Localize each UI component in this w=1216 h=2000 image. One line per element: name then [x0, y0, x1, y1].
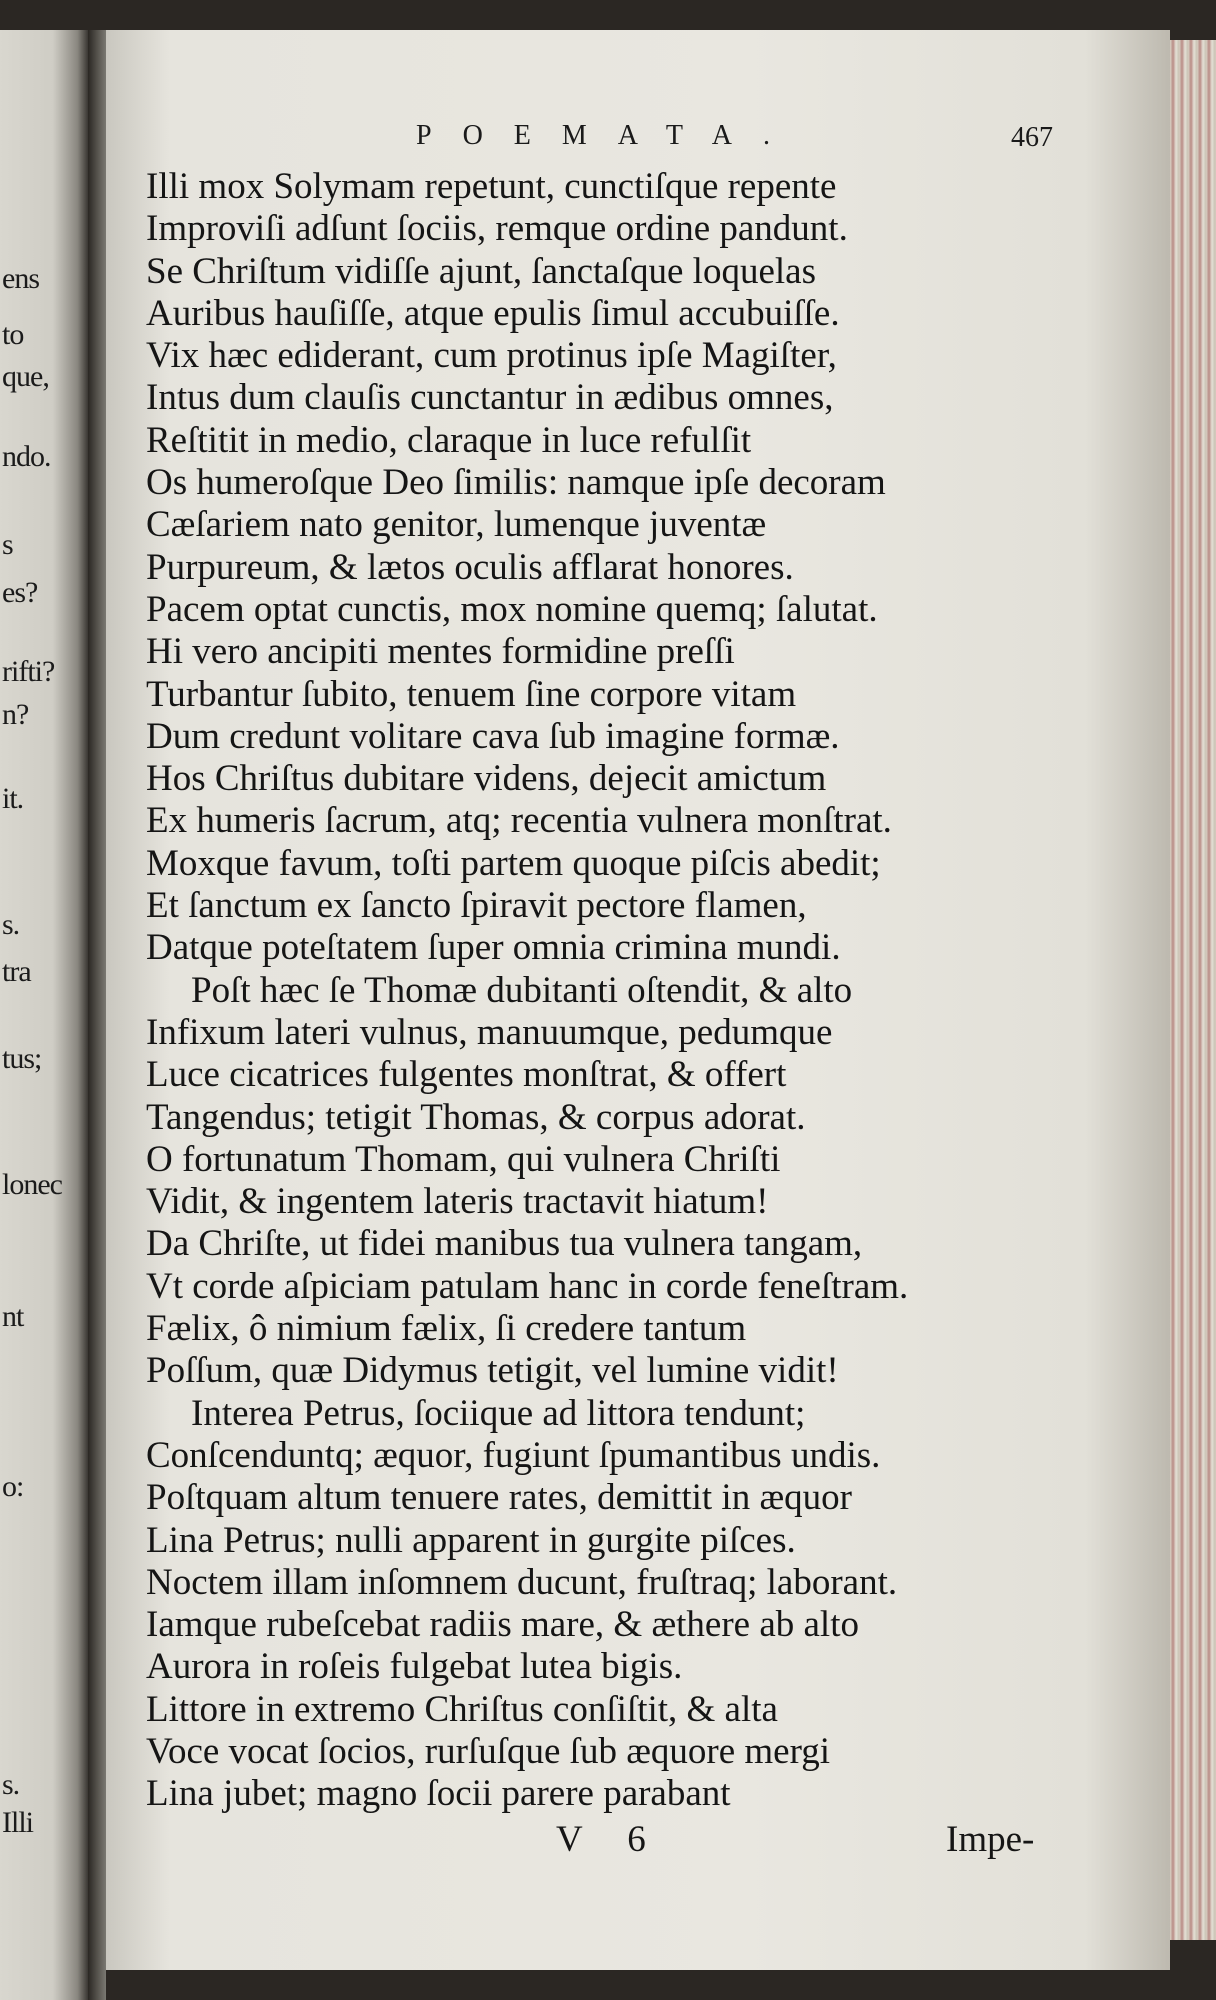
page-footer	[106, 1818, 1170, 1868]
verse-line: Hos Chriſtus dubitare videns, dejecit amictum	[146, 758, 827, 800]
verse-line: Luce cicatrices fulgentes monſtrat, & offert	[146, 1054, 787, 1096]
verse-line: Turbantur ſubito, tenuem ſine corpore vitam	[146, 673, 797, 715]
verse-line: Cæſariem nato genitor, lumenque juventæ	[146, 504, 767, 546]
verse-line: Et ſanctum ex ſancto ſpiravit pectore flamen,	[146, 885, 807, 927]
verse-line: Poſſum, quæ Didymus tetigit, vel lumine vidit!	[146, 1350, 839, 1392]
book-gutter	[88, 30, 106, 2000]
catchword: Impe-	[946, 1819, 1035, 1860]
facing-page-fragment: s.	[2, 908, 20, 941]
verse-line: Intus dum clauſis cunctantur in ædibus omnes,	[146, 377, 834, 419]
facing-page-edge	[0, 30, 88, 2000]
facing-page-fragment: Illi	[2, 1806, 33, 1839]
running-title: POEMATA.	[416, 120, 801, 151]
verse-line: Lina jubet; magno ſocii parere parabant	[146, 1773, 731, 1815]
verse-line: Fælix, ô nimium fælix, ſi credere tantum	[146, 1308, 747, 1350]
facing-page-fragment: ndo.	[2, 440, 51, 473]
verse-line: Auribus hauſiſſe, atque epulis ſimul accubuiſſe.	[146, 292, 840, 334]
verse-line: O fortunatum Thomam, qui vulnera Chriſti	[146, 1138, 781, 1180]
verse-line: Da Chriſte, ut fidei manibus tua vulnera tangam,	[146, 1223, 863, 1265]
verse-line: Improviſi adſunt ſociis, remque ordine pandunt.	[146, 208, 848, 250]
verse-line: Lina Petrus; nulli apparent in gurgite piſces.	[146, 1519, 796, 1561]
facing-page-fragment: ens	[2, 262, 39, 295]
facing-page-fragment: tus;	[2, 1042, 42, 1075]
verse-line: Infixum lateri vulnus, manuumque, pedumque	[146, 1011, 833, 1053]
facing-page-fragment: n?	[2, 698, 29, 731]
facing-page-fragment: o:	[2, 1470, 24, 1503]
page-header	[106, 100, 1170, 160]
verse-line: Poſtquam altum tenuere rates, demittit in æquor	[146, 1477, 852, 1519]
book-page	[106, 30, 1170, 1970]
facing-page-fragment: nt	[2, 1300, 24, 1333]
verse-line: Voce vocat ſocios, rurſuſque ſub æquore mergi	[146, 1730, 831, 1772]
verse-line: Se Chriſtum vidiſſe ajunt, ſanctaſque loquelas	[146, 250, 816, 292]
facing-page-fragment: tra	[2, 955, 31, 988]
verse-line: Iamque rubeſcebat radiis mare, & æthere ab alto	[146, 1604, 859, 1646]
verse-line: Os humeroſque Deo ſimilis: namque ipſe decoram	[146, 462, 886, 504]
page-number: 467	[1011, 122, 1053, 153]
page-block-edge	[1170, 40, 1216, 1940]
facing-page-fragment: rifti?	[2, 655, 55, 688]
verse-line: Datque poteſtatem ſuper omnia crimina mundi.	[146, 927, 841, 969]
verse-line: Littore in extremo Chriſtus conſiſtit, & alta	[146, 1688, 778, 1730]
verse-line: Reſtitit in medio, claraque in luce refulſit	[146, 419, 752, 461]
verse-line: Conſcenduntq; æquor, fugiunt ſpumantibus undis.	[146, 1434, 881, 1476]
verse-line: Vix hæc ediderant, cum protinus ipſe Magiſter,	[146, 335, 837, 377]
verse-line: Illi mox Solymam repetunt, cunctiſque repente	[146, 166, 837, 207]
verse-line: Poſt hæc ſe Thomæ dubitanti oſtendit, & alto	[191, 969, 853, 1011]
verse-line: Tangendus; tetigit Thomas, & corpus adorat.	[146, 1096, 806, 1138]
verse-text	[146, 166, 1146, 1816]
facing-page-fragment: lonec	[2, 1168, 62, 1201]
verse-line: Pacem optat cunctis, mox nomine quemq; ſalutat.	[146, 588, 878, 630]
verse-line: Vt corde aſpiciam patulam hanc in corde feneſtram.	[146, 1265, 909, 1307]
facing-page-fragment: es?	[2, 576, 38, 609]
verse-line: Dum credunt volitare cava ſub imagine formæ.	[146, 715, 840, 757]
verse-line: Purpureum, & lætos oculis afflarat honores.	[146, 546, 794, 588]
facing-page-fragment: s	[2, 528, 13, 561]
verse-line: Moxque favum, toſti partem quoque piſcis abedit;	[146, 842, 881, 884]
verse-line: Hi vero ancipiti mentes formidine preſſi	[146, 631, 735, 673]
signature-mark: V 6	[556, 1819, 664, 1860]
facing-page-fragment: que,	[2, 360, 49, 393]
verse-line: Ex humeris ſacrum, atq; recentia vulnera monſtrat.	[146, 800, 892, 842]
facing-page-fragment: s.	[2, 1768, 20, 1801]
verse-line: Vidit, & ingentem lateris tractavit hiatum!	[146, 1181, 769, 1223]
facing-page-fragment: to	[2, 318, 24, 351]
facing-page-fragment: it.	[2, 782, 24, 815]
verse-line: Interea Petrus, ſociique ad littora tendunt;	[191, 1392, 806, 1434]
verse-line: Aurora in roſeis fulgebat lutea bigis.	[146, 1646, 683, 1688]
verse-line: Noctem illam inſomnem ducunt, fruſtraq; laborant.	[146, 1561, 898, 1603]
